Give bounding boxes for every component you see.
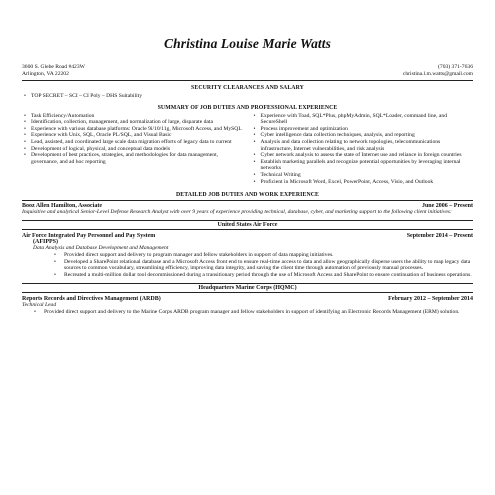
client1-subtitle: Data Analysis and Database Development and Management	[33, 245, 169, 252]
employer-name: Booz Allen Hamilton, Associate	[22, 203, 102, 210]
list-item: • Development of best practices, strategies, and methodologies for data management, governance, and ad hoc reporting	[22, 152, 244, 165]
client2-dates: February 2012 – September 2014	[388, 296, 473, 303]
contact-block	[22, 64, 473, 78]
list-item: • Experience with Unix, SQL, Oracle PL/SQL, and Visual Basic	[22, 132, 244, 139]
email-address: christina.l.m.watts@gmail.com	[402, 71, 473, 77]
list-item: • Establish marketing parallels and recognize potential opportunities by leveraging internal networks	[252, 159, 474, 172]
list-item: • Provided direct support and delivery to the Marine Corps ARDB program manager and fellow stakeholders in support of identifying an Electronic Records Management (ERM) solution.	[22, 309, 473, 316]
client1-role-cont: (AFIPPS)	[33, 238, 58, 245]
list-item: • Process improvement and optimization	[252, 126, 474, 133]
address-block	[22, 64, 85, 78]
client2-role: Reports Records and Directives Management (ARDB)	[22, 296, 161, 303]
list-item: • Identification, collection, management, and normalization of large, disparate data	[22, 119, 244, 126]
list-item: • Provided direct support and delivery to program manager and fellow stakeholders in support of data mapping initiatives.	[22, 252, 473, 259]
client1-dates: September 2014 – Present	[406, 232, 473, 239]
client1-role: Air Force Integrated Pay Personnel and Pay System	[22, 232, 156, 239]
list-item: • Cyber intelligence data collection techniques, analysis, and reporting	[252, 132, 474, 139]
client1-bullets	[22, 252, 473, 278]
list-item: • TOP SECRET – SCI – CI Poly – DHS Suitability	[22, 93, 473, 100]
client-band-air-force: United States Air Force	[22, 220, 473, 230]
phone-number: (703) 371-7636	[438, 64, 473, 70]
phone-email-block	[403, 64, 473, 78]
list-item: • Task Efficiency/Automation	[22, 113, 244, 120]
list-item: • Technical Writing	[252, 172, 474, 179]
work-title: DETAILED JOB DUTIES AND WORK EXPERIENCE	[176, 192, 319, 199]
clearances-title: SECURITY CLEARANCES AND SALARY	[191, 85, 304, 91]
work-divider	[22, 200, 473, 201]
list-item: • Experience with various database platforms: Oracle 9i/10/11g, Microsoft Access, and MySQL	[22, 126, 244, 133]
list-item: • Experience with Toad, SQL*Plus, phpMyAdmin, SQL*Loader, command line, and SecureShell	[252, 113, 474, 126]
summary-right-list	[252, 113, 474, 186]
resume-page	[22, 22, 473, 477]
client2-subtitle: Technical Lead	[22, 302, 57, 309]
header-divider	[22, 80, 473, 81]
list-item: • Lead, assisted, and coordinated large scale data migration efforts of legacy data to current	[22, 139, 244, 146]
list-item: • Cyber network analysis to assess the state of Internet use and reliance in foreign countries	[252, 152, 474, 159]
employer-dates: June 2006 – Present	[421, 203, 473, 210]
client2-bullets	[22, 309, 473, 316]
summary-left-list	[22, 113, 244, 186]
client-band-hqmc: Headquarters Marine Corps (HQMC)	[22, 283, 473, 293]
summary-title: SUMMARY OF JOB DUTIES AND PROFESSIONAL EXPERIENCE	[157, 104, 338, 111]
address-line-1: 3600 S. Glebe Road #423W	[22, 64, 85, 70]
employer-description: Inquisitive and analytical Senior-Level Defense Research Analyst with over 9 years of experience providing technical, database, cyber, and marketing support to the following client initiatives:	[22, 209, 452, 216]
list-item: • Development of logical, physical, and conceptual data models	[22, 146, 244, 153]
list-item: • Analysis and data collection relating to network topologies, telecommunications infrastructure, Internet vulnerabilities, and risk analysis	[252, 139, 474, 152]
clearances-list	[22, 93, 473, 100]
address-line-2: Arlington, VA 22202	[22, 71, 69, 77]
summary-columns	[22, 111, 473, 186]
list-item: • Recreated a multi-million dollar tool decommissioned during a transitionary period through the use of Microsoft Access and SharePoint to ensure continuation of business operations.	[22, 272, 473, 279]
list-item: • Developed a SharePoint relational database and a Microsoft Access front end to ensure real-time access to data and allow geographically disperse users the ability to map legacy data sources to common vocabulary, streamlining efficiency, improving data integrity, and saving the client time through automation of previously manual processes.	[22, 259, 473, 272]
list-item: • Proficient in Microsoft Word, Excel, PowerPoint, Access, Visio, and Outlook	[252, 179, 474, 186]
candidate-name: Christina Louise Marie Watts	[164, 36, 331, 51]
